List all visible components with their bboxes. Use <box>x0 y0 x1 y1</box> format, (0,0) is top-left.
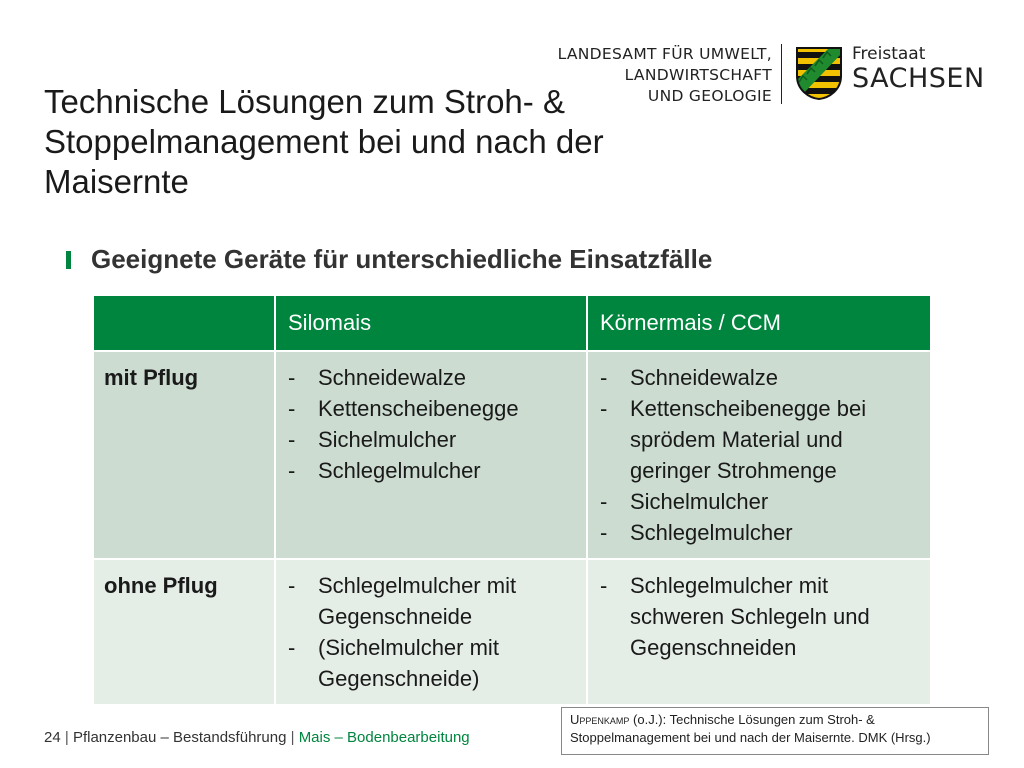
list-item: - Schneidewalze <box>286 362 576 393</box>
slide-footer <box>44 729 470 746</box>
list-item: - Schneidewalze <box>598 362 920 393</box>
list-item: - Kettenscheibenegge <box>286 393 576 424</box>
agency-line-1: LANDESAMT FÜR UMWELT, <box>557 45 772 63</box>
footer-separator: | <box>290 729 295 746</box>
cell-mit-pflug-koernermais <box>588 352 930 558</box>
state-big-text: SACHSEN <box>852 63 985 94</box>
list-item: - Schlegelmulcher <box>598 517 920 548</box>
agency-name <box>558 44 772 107</box>
table-row-mit-pflug <box>94 352 930 558</box>
bullet-point <box>66 244 712 275</box>
reference-line-2: Stoppelmanagement bei und nach der Maisernte. DMK (Hrsg.) <box>570 730 931 745</box>
header-silomais: Silomais <box>276 296 586 350</box>
bullet-text: Geeignete Geräte für unterschiedliche Einsatzfälle <box>91 244 713 274</box>
list-item: - Sichelmulcher <box>286 424 576 455</box>
footer-section: Pflanzenbau – Bestandsführung <box>72 729 287 746</box>
table-header-row <box>94 296 930 350</box>
list-mit-pflug-silomais <box>286 362 576 486</box>
reference-author: Uppenkamp <box>570 712 630 727</box>
title-line-2: Stoppelmanagement bei und nach der <box>44 123 604 160</box>
list-item: - Schlegelmulcher <box>286 455 576 486</box>
logo-divider <box>781 44 782 104</box>
list-item: - Schlegelmulcher mit Gegenschneide <box>286 570 576 632</box>
list-item: - Kettenscheibenegge bei sprödem Material und geringer Strohmenge <box>598 393 920 486</box>
header-koernermais: Körnermais / CCM <box>588 296 930 350</box>
reference-line-1: (o.J.): Technische Lösungen zum Stroh- & <box>629 712 875 727</box>
bullet-marker-icon <box>66 251 71 269</box>
agency-line-3: UND GEOLOGIE <box>647 87 772 105</box>
row-label-ohne-pflug: ohne Pflug <box>94 560 274 704</box>
list-item: - Sichelmulcher <box>598 486 920 517</box>
list-ohne-pflug-silomais <box>286 570 576 694</box>
cell-ohne-pflug-silomais <box>276 560 586 704</box>
page-number: 24 <box>44 729 61 746</box>
equipment-table <box>92 294 932 706</box>
table-row-ohne-pflug <box>94 560 930 704</box>
title-line-1: Technische Lösungen zum Stroh- & <box>44 83 565 120</box>
state-logo <box>852 44 985 94</box>
reference-box <box>561 707 989 755</box>
footer-separator: | <box>64 729 69 746</box>
footer-topic: Mais – Bodenbearbeitung <box>298 729 470 746</box>
row-label-mit-pflug: mit Pflug <box>94 352 274 558</box>
list-item: - (Sichelmulcher mit Gegenschneide) <box>286 632 576 694</box>
list-item: - Schlegelmulcher mit schweren Schlegeln und Gegenschneiden <box>598 570 920 663</box>
title-line-3: Maisernte <box>44 163 189 200</box>
state-small-text: Freistaat <box>852 44 926 64</box>
saxony-crest-icon <box>795 46 843 100</box>
agency-line-2: LANDWIRTSCHAFT <box>624 66 772 84</box>
cell-mit-pflug-silomais <box>276 352 586 558</box>
header-empty <box>94 296 274 350</box>
list-ohne-pflug-koernermais <box>598 570 920 663</box>
cell-ohne-pflug-koernermais <box>588 560 930 704</box>
list-mit-pflug-koernermais <box>598 362 920 548</box>
